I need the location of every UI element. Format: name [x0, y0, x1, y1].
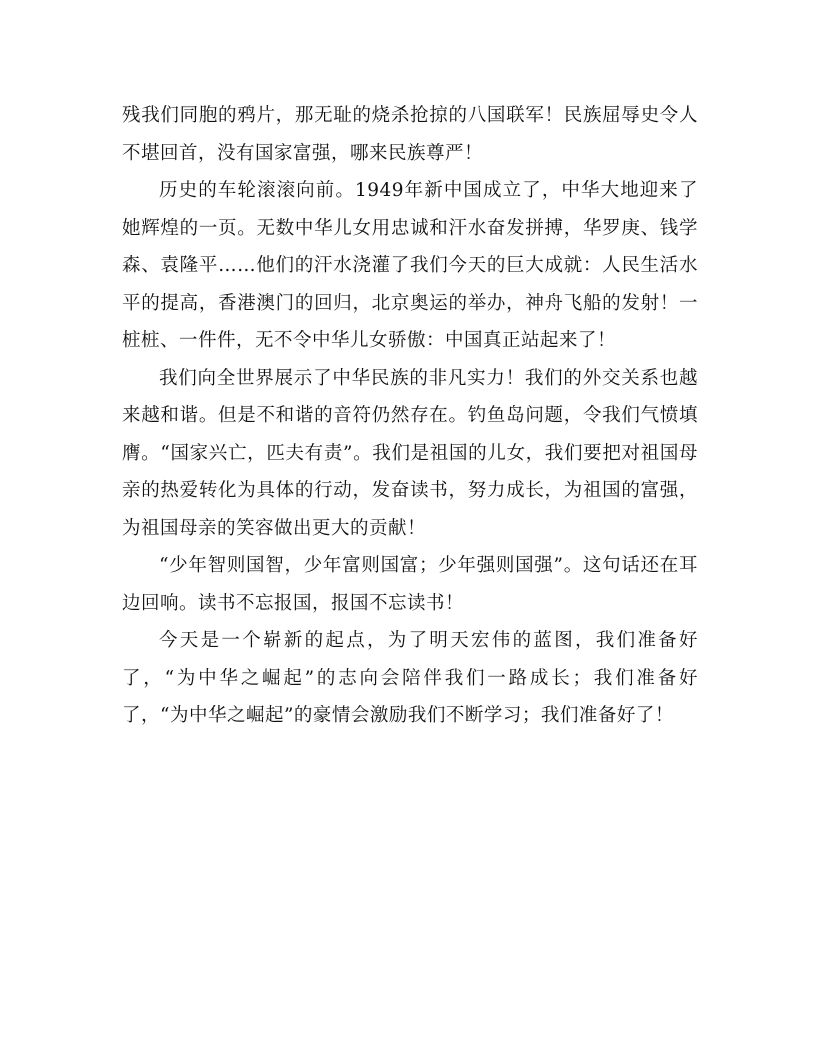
paragraph-4: “少年智则国智，少年富则国富；少年强则国强”。这句话还在耳边回响。读书不忘报国，报国不忘读书！	[122, 555, 698, 614]
document-body	[122, 97, 698, 735]
paragraph-3: 我们向全世界展示了中华民族的非凡实力！我们的外交关系也越来越和谐。但是不和谐的音符仍然存在。钓鱼岛问题，令我们气愤填膺。“国家兴亡，匹夫有责”。我们是祖国的儿女，我们要把对祖国母亲的热爱转化为具体的行动，发奋读书，努力成长，为祖国的富强，为祖国母亲的笑容做出更大的贡献！	[122, 367, 698, 539]
paragraph-2: 历史的车轮滚滚向前。1949年新中国成立了，中华大地迎来了她辉煌的一页。无数中华儿女用忠诚和汗水奋发拼搏，华罗庚、钱学森、袁隆平……他们的汗水浇灌了我们今天的巨大成就：人民生活水平的提高，香港澳门的回归，北京奥运的举办，神舟飞船的发射！一桩桩、一件件，无不令中华儿女骄傲：中国真正站起来了！	[122, 180, 698, 351]
paragraph-1: 残我们同胞的鸦片，那无耻的烧杀抢掠的八国联军！民族屈辱史令人不堪回首，没有国家富强，哪来民族尊严！	[122, 105, 698, 164]
paragraph-5: 今天是一个崭新的起点，为了明天宏伟的蓝图，我们准备好了，“为中华之崛起”的志向会陪伴我们一路成长；我们准备好了，“为中华之崛起”的豪情会激励我们不断学习；我们准备好了！	[122, 630, 698, 726]
